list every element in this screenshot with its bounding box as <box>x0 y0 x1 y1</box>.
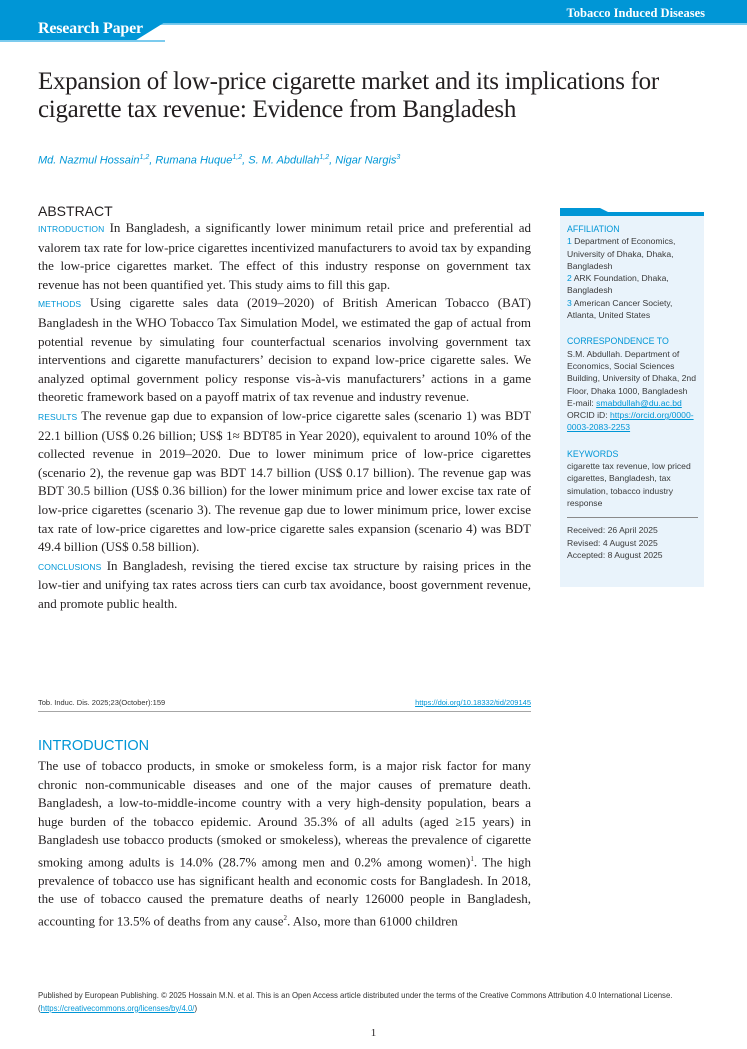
affiliation-section <box>567 223 698 321</box>
sidebar-divider <box>567 517 698 518</box>
abstract-section-label: RESULTS <box>38 411 78 422</box>
author-list: Md. Nazmul Hossain$^{1,2}$, Rumana Huque$^{1,2}$, S. M. Abdullah$^{1,2}$, Nigar Nargis$^3$ <box>38 154 401 167</box>
journal-name: Tobacco Induced Diseases <box>566 6 705 20</box>
correspondence-address: S.M. Abdullah. Department of Economics, Social Sciences Building, University of Dhaka, 2nd Floor, Dhaka 1000, Bangladesh <box>567 348 696 396</box>
introduction-heading: INTRODUCTION <box>38 738 150 754</box>
citation-line <box>38 698 531 712</box>
accepted-date: Accepted: 8 August 2025 <box>567 549 663 560</box>
revised-date: Revised: 4 August 2025 <box>567 537 658 548</box>
author-affiliation: 1,2 <box>139 154 150 161</box>
section-tab-underline <box>0 40 165 42</box>
abstract-section-text: In Bangladesh, revising the tiered excise tax structure by raising prices in the low-tier and unifying tax rates across tiers can curb tax avoidance, boost government revenue, and promote public health. <box>38 557 531 611</box>
abstract-conclusions <box>38 557 531 614</box>
orcid-link[interactable]: https://orcid.org/0000-0003-2083-2253 <box>567 410 694 433</box>
reference-link[interactable]: 2 <box>283 914 287 923</box>
abstract-introduction <box>38 219 531 294</box>
author[interactable]: S. M. Abdullah <box>248 154 320 167</box>
author-affiliation: 1,2 <box>319 154 330 161</box>
reference-link[interactable]: 1 <box>470 854 474 863</box>
abstract-section-text: In Bangladesh, a significantly lower minimum retail price and preferential ad valorem tax rate for low-price cigarettes incentivized manufacturers to avoid tax by expanding the low-price cigarettes market. The effect of this industry response on government tax revenue has not been quantified yet. This study aims to fill this gap. <box>38 220 531 292</box>
article-title: Expansion of low-price cigarette market and its implications for cigarette tax revenue: Evidence from Bangladesh <box>38 68 659 123</box>
affiliation-item: 2 ARK Foundation, Dhaka, Bangladesh <box>567 273 669 296</box>
abstract-results <box>38 407 531 557</box>
author[interactable]: Nigar Nargis <box>335 154 397 167</box>
doi-link[interactable]: https://doi.org/10.18332/tid/209145 <box>415 698 531 707</box>
orcid-line: ORCID iD: https://orcid.org/0000-0003-2083-2253 <box>567 410 694 433</box>
journal-reference: Tob. Induc. Dis. 2025;23(October):159 <box>38 698 166 707</box>
abstract-heading: ABSTRACT <box>38 203 113 219</box>
keywords-section <box>567 448 698 509</box>
abstract-section-label: CONCLUSIONS <box>38 561 102 572</box>
section-label: Research Paper <box>38 20 143 37</box>
email-line: E-mail: smabdullah@du.ac.bd <box>567 397 682 408</box>
abstract-section-text: The revenue gap due to expansion of low-price cigarette sales (scenario 1) was BDT 22.1 billion (US$ 0.26 billion; US$ 1≈ BDT85 in Year 2020), equivalent to around 10% of the collected revenue in 2019–2020. Due to lower minimum price of low-price cigarettes (scenario 2), the revenue gap was BDT 14.7 billion (US$ 0.17 billion). The revenue gap was BDT 30.5 billion (US$ 0.36 billion) for the lower minimum price and lower excise tax rate of low-price cigarettes (scenario 3). The revenue gap due to lower minimum price, lower excise tax rate of low-price cigarettes and low-price cigarette sales expansion (scenario 4) was BDT 49.4 billion (US$ 0.58 billion). <box>38 407 532 555</box>
article-info-sidebar <box>560 216 704 587</box>
affiliation-item: 1 Department of Economics, University of Dhaka, Dhaka, Bangladesh <box>567 236 676 271</box>
license-footer: Published by European Publishing. © 2025 Hossain M.N. et al. This is an Open Access article distributed under the terms of the Creative Commons Attribution 4.0 International License. (https://creativecommons.org/licenses/by/4.0/) <box>38 991 673 1013</box>
abstract-section-text: Using cigarette sales data (2019–2020) of British American Tobacco (BAT) Bangladesh in the WHO Tobacco Tax Simulation Model, we estimated the gap of actual from potential revenue by simulating four counterfactual scenarios involving government tax interventions and cigarette manufacturers’ decision to expand low-price cigarette sales. We analyzed optimal government policy response vis-à-vis manufacturers’ actions in a game theoretic framework based on a payoff matrix of tax revenue and industry revenue. <box>38 295 532 405</box>
abstract-methods <box>38 294 531 407</box>
page-number: 1 <box>370 1027 377 1039</box>
correspondence-section <box>567 335 698 433</box>
abstract-section-label: METHODS <box>38 299 82 310</box>
correspondence-heading: CORRESPONDENCE TO <box>567 336 669 347</box>
keywords-text: cigarette tax revenue, low priced cigarettes, Bangladesh, tax simulation, tobacco industry response <box>567 461 691 508</box>
abstract-body <box>38 219 531 613</box>
received-date: Received: 26 April 2025 <box>567 525 658 536</box>
sidebar-tab <box>560 208 704 216</box>
author[interactable]: Md. Nazmul Hossain <box>38 154 140 167</box>
keywords-heading: KEYWORDS <box>567 448 619 459</box>
affiliation-heading: AFFILIATION <box>567 224 620 234</box>
affiliation-item: 3 American Cancer Society, Atlanta, United States <box>567 297 673 321</box>
introduction-body: The use of tobacco products, in smoke or smokeless form, is a major risk factor for many chronic non-communicable diseases and one of the major causes of premature death. Bangladesh, a low-to-middle-income country with a very high-density population, bears a huge burden of the tobacco epidemic. Around 35.3% of all adults (aged ≥15 years) in Bangladesh use tobacco products (smoked or smokeless), whereas the prevalence of cigarette smoking among adults is 14.0% (28.7% among men and 0.2% among women)$^1$. The high prevalence of tobacco use has significant health and economic costs for Bangladesh. In 2018, the use of tobacco caused the premature deaths of nearly 126000 people in Bangladesh, accounting for 13.5% of deaths from any cause$^2$. Also, more than 61000 children <box>38 758 531 929</box>
email-link[interactable]: smabdullah@du.ac.bd <box>596 397 682 408</box>
author[interactable]: Rumana Huque <box>155 154 233 167</box>
author-affiliation: 1,2 <box>232 154 243 161</box>
author-affiliation: 3 <box>396 154 401 161</box>
license-link[interactable]: https://creativecommons.org/licenses/by/4.0/ <box>40 1003 195 1013</box>
abstract-section-label: INTRODUCTION <box>38 224 105 234</box>
